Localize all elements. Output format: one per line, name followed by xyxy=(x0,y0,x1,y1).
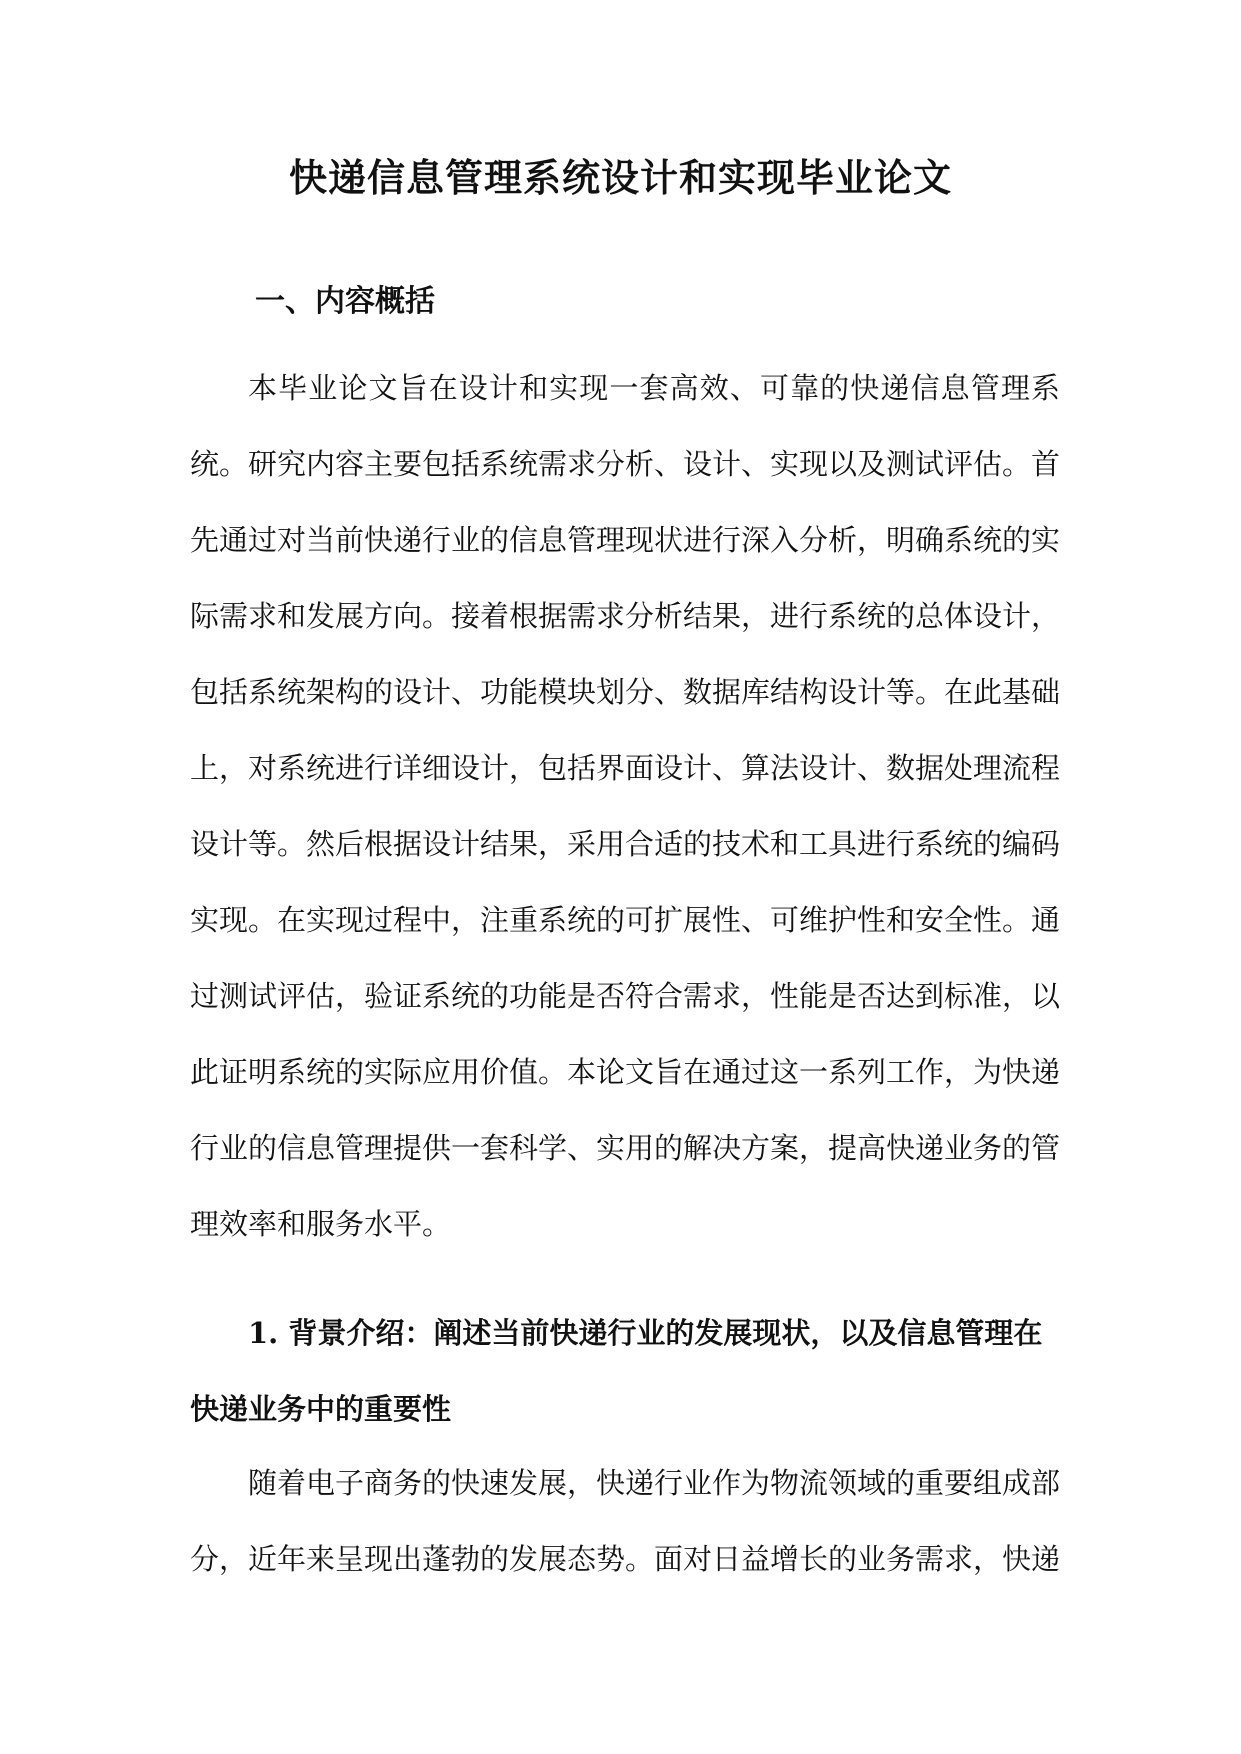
subsection-heading-background: 1. 背景介绍：阐述当前快递行业的发展现状，以及信息管理在快递业务中的重要性 xyxy=(190,1316,1043,1426)
section-heading-content-summary: 一、内容概括 xyxy=(255,284,435,319)
document-title: 快递信息管理系统设计和实现毕业论文 xyxy=(288,155,952,200)
background-paragraph: 随着电子商务的快速发展，快递行业作为物流领域的重要组成部分，近年来呈现出蓬勃的发展态势。面对日益增长的业务需求，快递 xyxy=(190,1466,1061,1576)
summary-paragraph: 本毕业论文旨在设计和实现一套高效、可靠的快递信息管理系统。研究内容主要包括系统需求分析、设计、实现以及测试评估。首先通过对当前快递行业的信息管理现状进行深入分析，明确系统的实际需求和发展方向。接着根据需求分析结果，进行系统的总体设计，包括系统架构的设计、功能模块划分、数据库结构设计等。在此基础上，对系统进行详细设计，包括界面设计、算法设计、数据处理流程设计等。然后根据设计结果，采用合适的技术和工具进行系统的编码实现。在实现过程中，注重系统的可扩展性、可维护性和安全性。通过测试评估，验证系统的功能是否符合需求，性能是否达到标准，以此证明系统的实际应用价值。本论文旨在通过这一系列工作，为快递行业的信息管理提供一套科学、实用的解决方案，提高快递业务的管理效率和服务水平。 xyxy=(190,371,1061,1241)
